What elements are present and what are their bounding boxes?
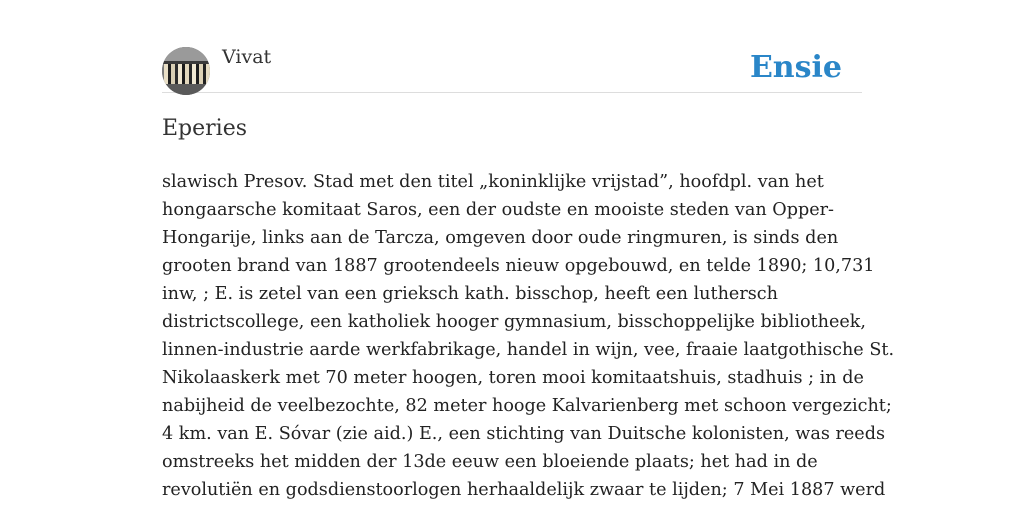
body-line: Hongarije, links aan de Tarcza, omgeven door oude ringmuren, is sinds den xyxy=(162,228,839,248)
page-title: Eperies xyxy=(162,116,248,141)
brand-logo[interactable]: Ensie xyxy=(749,50,842,85)
body-line: hongaarsche komitaat Saros, een der oudste en mooiste steden van Opper- xyxy=(162,200,834,220)
body-line: inw, ; E. is zetel van een grieksch kath. bisschop, heeft een luthersch xyxy=(162,284,778,304)
body-line: grooten brand van 1887 grootendeels nieuw opgebouwd, en telde 1890; 10,731 xyxy=(162,256,875,276)
source-name[interactable]: Vivat xyxy=(222,46,272,68)
body-line: slawisch Presov. Stad met den titel „koninklijke vrijstad”, hoofdpl. van het xyxy=(162,172,824,192)
body-line: 4 km. van E. Sóvar (zie aid.) E., een stichting van Duitsche kolonisten, was reeds xyxy=(162,424,885,444)
body-line: linnen-industrie aarde werkfabrikage, handel in wijn, vee, fraaie laatgothische St. xyxy=(162,340,895,360)
body-line: Nikolaaskerk met 70 meter hoogen, toren mooi komitaatshuis, stadhuis ; in de xyxy=(162,368,864,388)
body-line: revolutiën en godsdienstoorlogen herhaaldelijk zwaar te lijden; 7 Mei 1887 werd xyxy=(162,480,886,500)
source-avatar[interactable] xyxy=(162,47,210,95)
page-header xyxy=(162,46,862,93)
body-line: omstreeks het midden der 13de eeuw een bloeiende plaats; het had in de xyxy=(162,452,818,472)
book-spines-icon xyxy=(162,47,210,95)
body-line: nabijheid de veelbezochte, 82 meter hooge Kalvarienberg met schoon vergezicht; xyxy=(162,396,892,416)
article-body xyxy=(162,168,895,504)
body-line: districtscollege, een katholiek hooger gymnasium, bisschoppelijke bibliotheek, xyxy=(162,312,867,332)
